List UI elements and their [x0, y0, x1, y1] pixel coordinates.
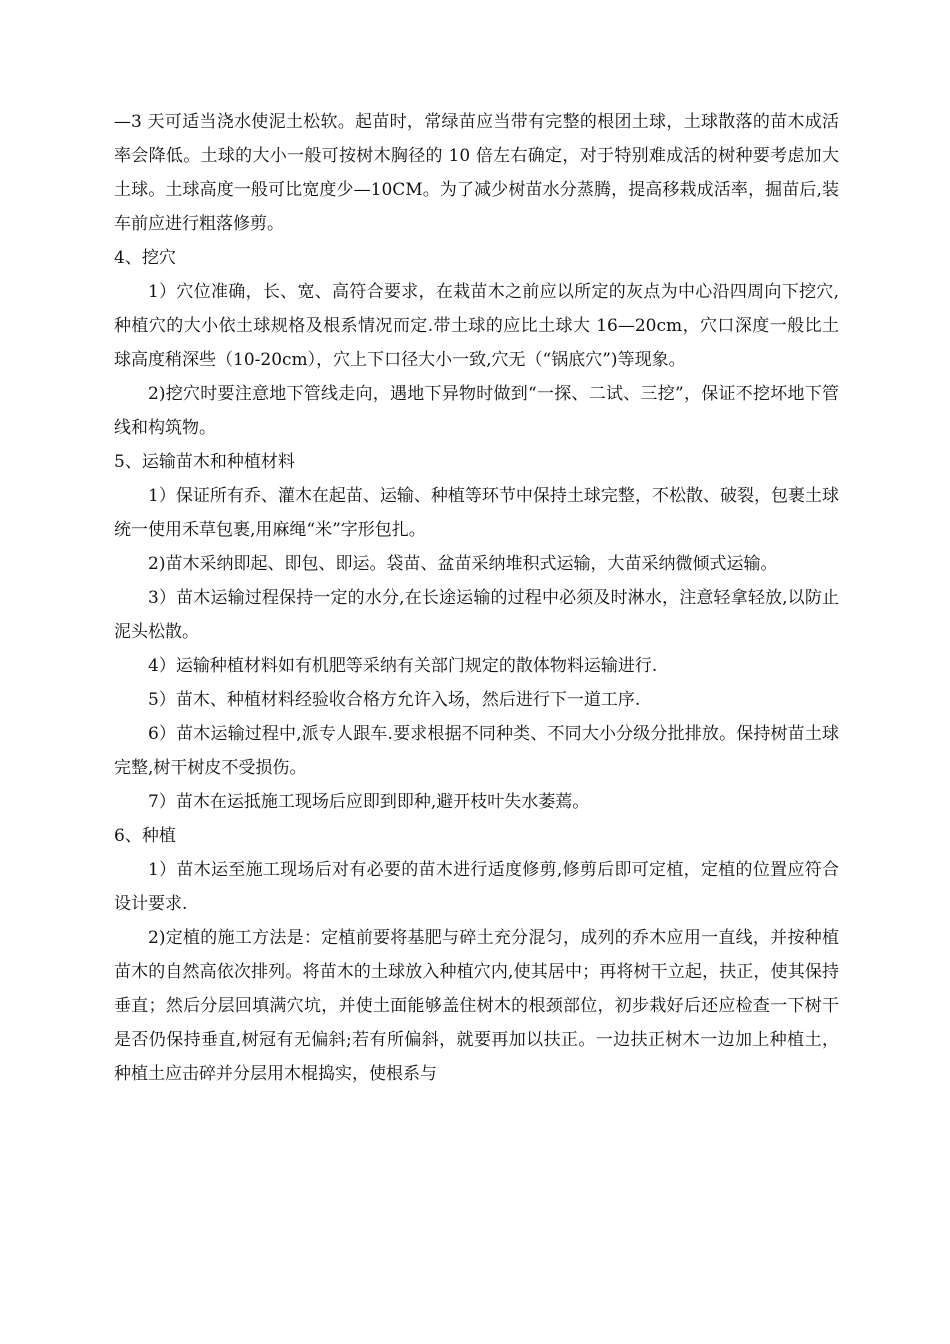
paragraph-dig-pack-ship: 2)苗木采纳即起、即包、即运。袋苗、盆苗采纳堆积式运输，大苗采纳微倾式运输。 — [148, 554, 778, 574]
paragraph-plant-immediately: 7）苗木在运抵施工现场后应即到即种,避开枝叶失水萎蔫。 — [148, 792, 590, 812]
paragraph-continuation: —3 天可适当浇水使泥土松软。起苗时，常绿苗应当带有完整的根团土球，土球散落的苗木成活率会降低。土球的大小一般可按树木胸径的 10 倍左右确定，对于特别难成活的树种要考虑加大土球。土球高度一般可比宽度少—10CM。为了减少树苗水分蒸腾，提高移栽成活率，掘苗后,装车前应进行粗落修剪。 — [114, 112, 839, 234]
paragraph-keep-moisture: 3）苗木运输过程保持一定的水分,在长途运输的过程中必须及时淋水，注意轻拿轻放,以防止泥头松散。 — [114, 588, 839, 642]
paragraph-acceptance: 5）苗木、种植材料经验收合格方允许入场，然后进行下一道工序. — [148, 690, 641, 710]
paragraph-escort: 6）苗木运输过程中,派专人跟车.要求根据不同种类、不同大小分级分批排放。保持树苗土球完整,树干树皮不受损伤。 — [114, 724, 839, 778]
paragraph-soil-ball-intact: 1）保证所有乔、灌木在起苗、运输、种植等环节中保持土球完整，不松散、破裂，包裹土球统一使用禾草包裹,用麻绳“米”字形包扎。 — [114, 486, 839, 540]
paragraph-pruning: 1）苗木运至施工现场后对有必要的苗木进行适度修剪,修剪后即可定植，定植的位置应符合设计要求. — [114, 860, 839, 914]
section-heading-transport: 5、运输苗木和种植材料 — [114, 452, 295, 472]
section-heading-planting: 6、种植 — [114, 826, 176, 846]
paragraph-underground-pipes: 2)挖穴时要注意地下管线走向，遇地下异物时做到“一探、二试、三挖”，保证不挖坏地下管线和构筑物。 — [114, 384, 839, 438]
document-body — [114, 105, 839, 1091]
paragraph-hole-position: 1）穴位准确，长、宽、高符合要求，在栽苗木之前应以所定的灰点为中心沿四周向下挖穴,种植穴的大小依土球规格及根系情况而定.带土球的应比土球大 16—20cm，穴口深度一般比土球高度稍深些（10-20cm），穴上下口径大小一致,穴无（“锅底穴”)等现象。 — [114, 282, 839, 370]
section-heading-dig-holes: 4、挖穴 — [114, 248, 176, 268]
paragraph-planting-method: 2)定植的施工方法是：定植前要将基肥与碎土充分混匀，成列的乔木应用一直线，并按种植苗木的自然高依次排列。将苗木的土球放入种植穴内,使其居中；再将树干立起，扶正，使其保持垂直；然后分层回填满穴坑，并使土面能够盖住树木的根颈部位，初步栽好后还应检查一下树干是否仍保持垂直,树冠有无偏斜;若有所偏斜，就要再加以扶正。一边扶正树木一边加上种植土，种植土应击碎并分层用木棍捣实，使根系与 — [114, 928, 839, 1084]
paragraph-material-transport: 4）运输种植材料如有机肥等采纳有关部门规定的散体物料运输进行. — [148, 656, 658, 676]
